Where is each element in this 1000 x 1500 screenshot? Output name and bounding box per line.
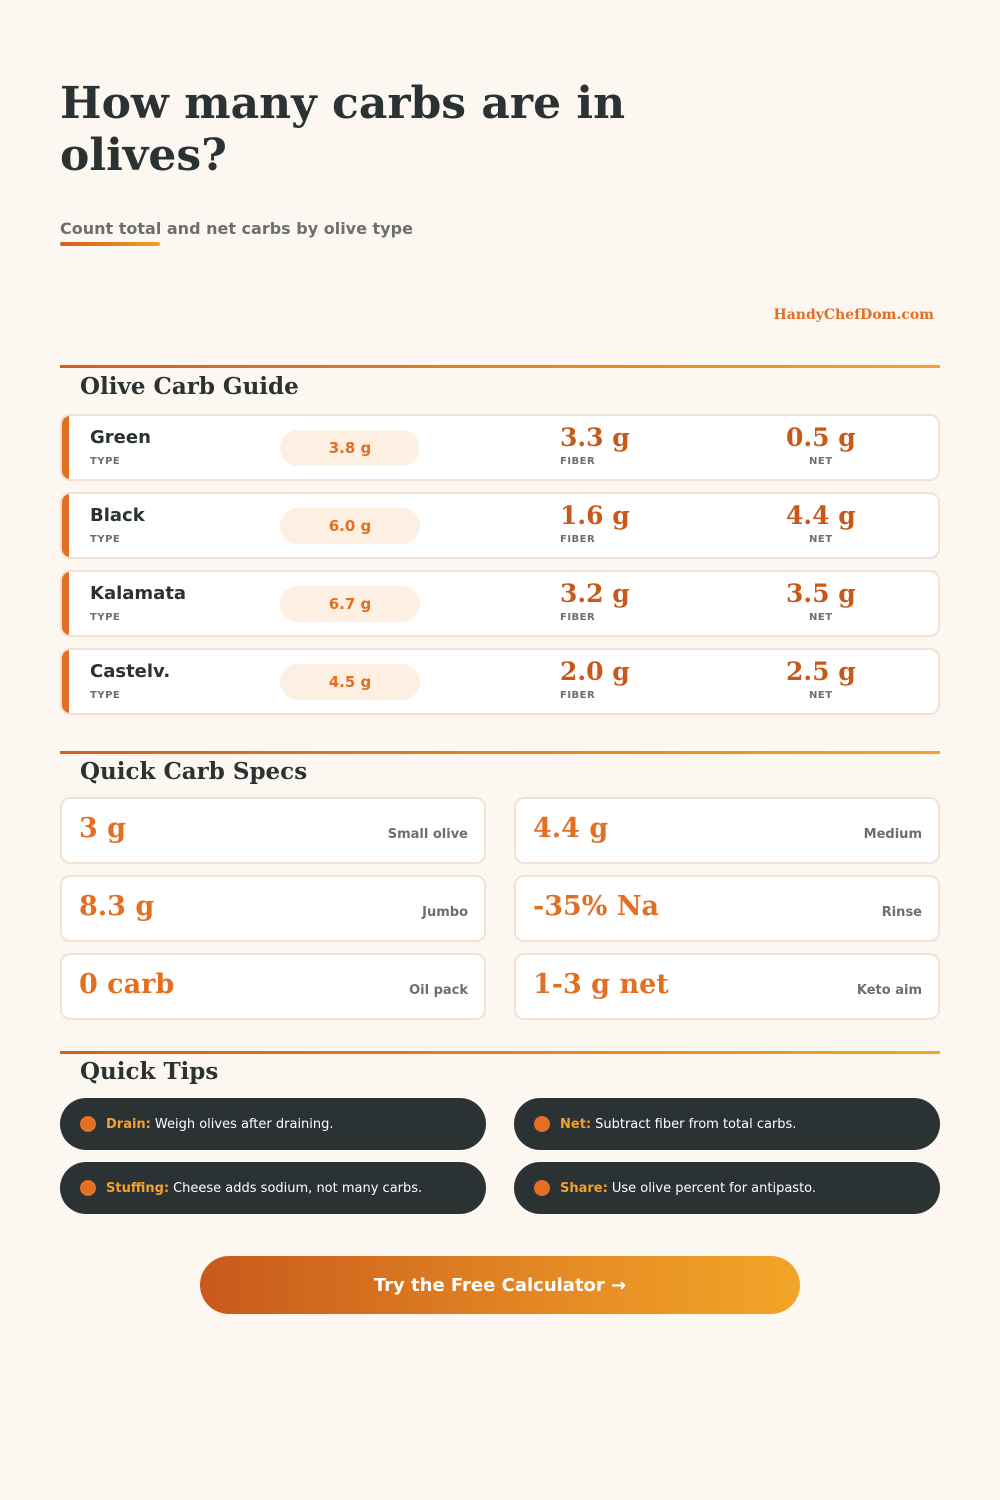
- spec-label: Medium: [863, 827, 922, 842]
- net-label: NET: [809, 690, 833, 701]
- guide-section-title: Olive Carb Guide: [80, 373, 299, 400]
- net-carbs-value: 2.5 g: [786, 657, 856, 686]
- page-title: How many carbs are in olives?: [60, 78, 626, 181]
- row-accent-bar: [62, 416, 69, 479]
- try-calculator-button[interactable]: Try the Free Calculator →: [200, 1256, 800, 1314]
- spec-card: [514, 953, 940, 1020]
- net-carbs-value: 3.5 g: [786, 579, 856, 608]
- net-label: NET: [809, 534, 833, 545]
- guide-row-green: [60, 414, 940, 481]
- total-carbs-pill: 6.7 g: [280, 586, 420, 622]
- total-carbs-pill: 4.5 g: [280, 664, 420, 700]
- tip-key: Share:: [560, 1180, 608, 1196]
- guide-row-castelvetrano: [60, 648, 940, 715]
- subtitle-underline: [60, 242, 160, 246]
- bullet-dot-icon: [534, 1180, 550, 1196]
- guide-row-black: [60, 492, 940, 559]
- spec-value: 3 g: [79, 813, 127, 844]
- fiber-value: 1.6 g: [560, 501, 630, 530]
- tip-key: Net:: [560, 1116, 592, 1132]
- tip-key: Drain:: [106, 1116, 151, 1132]
- spec-value: -35% Na: [533, 891, 660, 922]
- olive-type-name: Castelv.: [90, 661, 171, 682]
- fiber-value: 3.3 g: [560, 423, 630, 452]
- tip-text: Weigh olives after draining.: [154, 1116, 334, 1132]
- row-accent-bar: [62, 572, 69, 635]
- type-label: TYPE: [90, 456, 121, 467]
- spec-card: [514, 875, 940, 942]
- spec-card: [60, 797, 486, 864]
- spec-label: Oil pack: [409, 983, 468, 998]
- tips-section-title: Quick Tips: [80, 1058, 219, 1085]
- brand-name: HandyChefDom.com: [773, 307, 934, 323]
- spec-value: 0 carb: [79, 969, 175, 1000]
- guide-row-kalamata: [60, 570, 940, 637]
- net-label: NET: [809, 612, 833, 623]
- net-carbs-value: 4.4 g: [786, 501, 856, 530]
- total-carbs-pill: 6.0 g: [280, 508, 420, 544]
- spec-value: 4.4 g: [533, 813, 609, 844]
- tip-text: Cheese adds sodium, not many carbs.: [173, 1180, 423, 1196]
- section-divider: [60, 751, 940, 754]
- tip-item: [60, 1162, 486, 1214]
- olive-type-name: Black: [90, 505, 145, 526]
- row-accent-bar: [62, 650, 69, 713]
- fiber-value: 3.2 g: [560, 579, 630, 608]
- specs-section-title: Quick Carb Specs: [80, 758, 308, 785]
- tip-item: [60, 1098, 486, 1150]
- tip-item: [514, 1098, 940, 1150]
- type-label: TYPE: [90, 690, 121, 701]
- row-accent-bar: [62, 494, 69, 557]
- spec-card: [60, 875, 486, 942]
- fiber-value: 2.0 g: [560, 657, 630, 686]
- spec-card: [514, 797, 940, 864]
- fiber-label: FIBER: [560, 456, 596, 467]
- spec-label: Rinse: [881, 905, 922, 920]
- spec-card: [60, 953, 486, 1020]
- net-carbs-value: 0.5 g: [786, 423, 856, 452]
- spec-label: Jumbo: [422, 905, 468, 920]
- bullet-dot-icon: [80, 1180, 96, 1196]
- spec-label: Small olive: [387, 827, 468, 842]
- tip-text: Use olive percent for antipasto.: [611, 1180, 817, 1196]
- type-label: TYPE: [90, 534, 121, 545]
- fiber-label: FIBER: [560, 612, 596, 623]
- type-label: TYPE: [90, 612, 121, 623]
- olive-type-name: Kalamata: [90, 583, 187, 604]
- fiber-label: FIBER: [560, 534, 596, 545]
- tip-key: Stuffing:: [106, 1180, 170, 1196]
- spec-value: 1-3 g net: [533, 969, 669, 1000]
- bullet-dot-icon: [534, 1116, 550, 1132]
- spec-label: Keto aim: [856, 983, 922, 998]
- olive-type-name: Green: [90, 427, 151, 448]
- tip-text: Subtract fiber from total carbs.: [595, 1116, 797, 1132]
- tip-item: [514, 1162, 940, 1214]
- fiber-label: FIBER: [560, 690, 596, 701]
- total-carbs-pill: 3.8 g: [280, 430, 420, 466]
- net-label: NET: [809, 456, 833, 467]
- bullet-dot-icon: [80, 1116, 96, 1132]
- section-divider: [60, 1051, 940, 1054]
- section-divider: [60, 365, 940, 368]
- page-subtitle: Count total and net carbs by olive type: [60, 219, 413, 238]
- spec-value: 8.3 g: [79, 891, 155, 922]
